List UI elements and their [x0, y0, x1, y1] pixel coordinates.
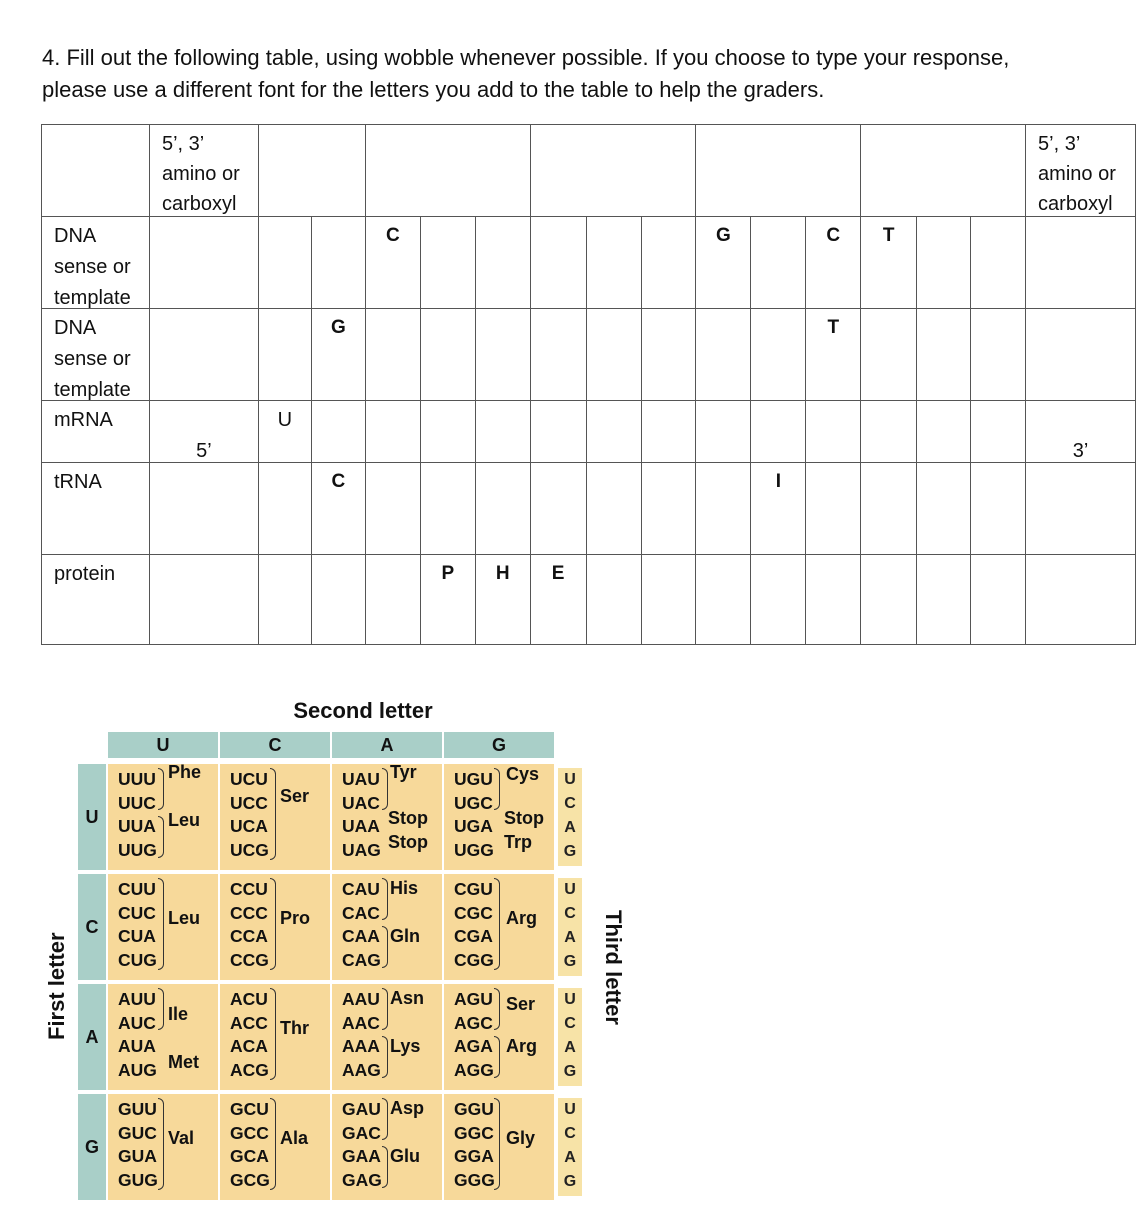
mrna-cell[interactable] [530, 401, 586, 463]
third-letter: U [564, 991, 576, 1008]
amino-acid-label: Glu [390, 1146, 420, 1166]
brace [270, 988, 276, 1080]
third-letters-block [558, 768, 582, 866]
dna1-cell[interactable] [696, 217, 751, 309]
codon-list: AUU AUC AUA AUG [118, 989, 157, 1080]
codon-block [332, 874, 442, 980]
dna2-cell[interactable] [475, 309, 530, 401]
trna-cell[interactable] [917, 463, 971, 555]
dna2-letter: T [827, 317, 840, 338]
trna-cell[interactable] [861, 463, 917, 555]
trna-cell[interactable] [311, 463, 365, 555]
dna1-end-cell[interactable] [1026, 217, 1136, 309]
protein-cell[interactable] [586, 555, 642, 645]
trna-letter: C [331, 471, 346, 492]
third-letter: C [564, 1015, 576, 1032]
third-letter: G [563, 1063, 577, 1080]
dna1-cell[interactable] [642, 217, 696, 309]
third-letters-block [558, 988, 582, 1086]
amino-acid-label: Pro [280, 908, 311, 928]
dna2-cell[interactable] [258, 309, 311, 401]
dna1-cell[interactable] [258, 217, 311, 309]
brace [382, 878, 388, 920]
third-letter: G [563, 953, 577, 970]
protein-end-cell[interactable] [1026, 555, 1136, 645]
dna2-cell[interactable] [806, 309, 861, 401]
mrna-row [42, 401, 1136, 463]
codon-block [220, 874, 330, 980]
mrna-3prime: 3’ [1072, 440, 1089, 462]
amino-acid-label: Met [168, 1052, 199, 1072]
codon-block [108, 1094, 218, 1200]
question-line-2: please use a different font for the letters you add to the table to help the graders. [42, 77, 825, 102]
amino-acid-label: Gln [390, 926, 420, 946]
row-label-dna-2: DNA sense or template [42, 309, 150, 401]
mrna-letter: U [277, 409, 293, 431]
header-cell[interactable] [258, 125, 365, 217]
third-letter: U [564, 881, 576, 898]
dna2-cell[interactable] [530, 309, 586, 401]
second-letter-g: G [444, 732, 554, 758]
brace [158, 768, 164, 810]
amino-acid-label: Cys [506, 764, 540, 784]
amino-acid-label: Stop [388, 832, 428, 852]
brace [158, 988, 164, 1030]
trna-cell[interactable] [586, 463, 642, 555]
amino-acid-label: Ser [280, 786, 310, 806]
codon-block [220, 764, 330, 870]
dna1-end-cell[interactable] [149, 217, 258, 309]
left-end-header[interactable] [149, 125, 258, 217]
amino-acid-label: His [390, 878, 419, 898]
dna1-letter: G [716, 225, 731, 246]
protein-cell[interactable] [258, 555, 311, 645]
mrna-end-cell[interactable] [149, 401, 258, 463]
dna1-cell[interactable] [530, 217, 586, 309]
codon-block [444, 984, 554, 1090]
corner-cell [42, 125, 150, 217]
mrna-cell[interactable] [586, 401, 642, 463]
protein-cell[interactable] [365, 555, 420, 645]
codon-list: GUU GUC GUA GUG [118, 1099, 158, 1190]
brace [494, 1036, 500, 1078]
second-letter-c: C [220, 732, 330, 758]
dna2-cell[interactable] [311, 309, 365, 401]
brace [382, 1098, 388, 1140]
dna1-cell[interactable] [751, 217, 806, 309]
protein-cell[interactable] [751, 555, 806, 645]
trna-cell[interactable] [696, 463, 751, 555]
trna-cell[interactable] [530, 463, 586, 555]
dna1-cell[interactable] [365, 217, 420, 309]
amino-acid-label: Gly [506, 1128, 536, 1148]
mrna-cell[interactable] [696, 401, 751, 463]
right-header-line-3: carboxyl [1038, 193, 1113, 215]
dna2-end-cell[interactable] [149, 309, 258, 401]
dna1-letter: C [386, 225, 400, 246]
dna1-letter: T [882, 225, 895, 246]
amino-acid-label: Leu [168, 908, 201, 928]
row-label-protein: protein [42, 555, 150, 645]
brace [270, 1098, 276, 1190]
dna1-cell[interactable] [971, 217, 1026, 309]
third-letter: A [564, 929, 576, 946]
trna-row [42, 463, 1136, 555]
dna2-cell[interactable] [971, 309, 1026, 401]
codon-list: ACU ACC ACA ACG [230, 989, 269, 1080]
amino-acid-label: Tyr [390, 762, 417, 782]
codon-list: GCU GCC GCA GCG [230, 1099, 270, 1190]
codon-block [108, 874, 218, 980]
question-line-1: 4. Fill out the following table, using wobble whenever possible. If you choose to type your response, [42, 45, 1010, 70]
second-letter-u: U [108, 732, 218, 758]
protein-site-p: P [441, 563, 455, 584]
third-letter: A [564, 1039, 576, 1056]
trna-cell[interactable] [751, 463, 806, 555]
codon-block [332, 764, 442, 870]
codon-list: GGU GGC GGA GGG [454, 1099, 495, 1190]
mrna-cell[interactable] [365, 401, 420, 463]
dna2-cell[interactable] [642, 309, 696, 401]
second-letter-a: A [332, 732, 442, 758]
row-label-trna: tRNA [42, 463, 150, 555]
protein-cell[interactable] [475, 555, 530, 645]
header-row [42, 125, 1136, 217]
codon-list: CUU CUC CUA CUG [118, 879, 157, 970]
mrna-cell[interactable] [420, 401, 475, 463]
dna2-cell[interactable] [696, 309, 751, 401]
mrna-cell[interactable] [751, 401, 806, 463]
third-letter: G [563, 1173, 577, 1190]
protein-end-cell[interactable] [149, 555, 258, 645]
second-letter-title: Second letter [293, 698, 433, 723]
trna-cell[interactable] [365, 463, 420, 555]
left-header-line-3: carboxyl [161, 193, 237, 215]
brace [158, 1098, 164, 1190]
brace [382, 1036, 388, 1078]
dna2-cell[interactable] [420, 309, 475, 401]
header-cell[interactable] [696, 125, 861, 217]
dna2-cell[interactable] [586, 309, 642, 401]
protein-site-h: H [495, 563, 510, 584]
protein-cell[interactable] [917, 555, 971, 645]
amino-acid-label: Thr [280, 1018, 309, 1038]
brace [158, 816, 164, 858]
dna1-cell[interactable] [917, 217, 971, 309]
protein-cell[interactable] [696, 555, 751, 645]
right-header-line-2: amino or [1038, 163, 1116, 185]
codon-block [332, 1094, 442, 1200]
protein-cell[interactable] [971, 555, 1026, 645]
amino-acid-label: Arg [506, 908, 537, 928]
amino-acid-label: Phe [168, 762, 202, 782]
brace [270, 768, 276, 860]
brace [158, 878, 164, 970]
first-letter-title: First letter [44, 932, 69, 1040]
left-header-line-2: amino or [161, 163, 240, 185]
brace [494, 1098, 500, 1190]
dna1-cell[interactable] [806, 217, 861, 309]
amino-acid-label: Trp [504, 832, 533, 852]
third-letter: A [564, 819, 576, 836]
amino-acid-label: Ser [506, 994, 536, 1014]
dna1-cell[interactable] [311, 217, 365, 309]
dna-row-1 [42, 217, 1136, 309]
codon-chart [44, 680, 638, 1200]
right-end-header[interactable] [1026, 125, 1136, 217]
brace [382, 988, 388, 1030]
first-letter-u: U [78, 764, 106, 870]
first-letter-g: G [78, 1094, 106, 1200]
trna-end-cell[interactable] [1026, 463, 1136, 555]
protein-cell[interactable] [420, 555, 475, 645]
dna2-cell[interactable] [751, 309, 806, 401]
question-text [42, 42, 1102, 106]
brace [382, 768, 388, 810]
amino-acid-label: Val [168, 1128, 195, 1148]
dna1-cell[interactable] [420, 217, 475, 309]
trna-cell[interactable] [806, 463, 861, 555]
mrna-cell[interactable] [971, 401, 1026, 463]
brace [494, 988, 500, 1030]
mrna-end-cell[interactable] [1026, 401, 1136, 463]
protein-cell[interactable] [530, 555, 586, 645]
codon-list: UUU UUC UUA UUG [118, 769, 157, 860]
amino-acid-label: Lys [390, 1036, 421, 1056]
codon-block [444, 1094, 554, 1200]
brace [494, 768, 500, 810]
codon-list: UCU UCC UCA UCG [230, 769, 269, 860]
codon-block [220, 1094, 330, 1200]
trna-cell[interactable] [420, 463, 475, 555]
mrna-cell[interactable] [806, 401, 861, 463]
mrna-5prime: 5’ [196, 440, 212, 462]
mrna-cell[interactable] [258, 401, 311, 463]
protein-cell[interactable] [861, 555, 917, 645]
codon-list: CAU CAC CAA CAG [342, 879, 381, 970]
trna-cell[interactable] [642, 463, 696, 555]
codon-list: CGU CGC CGA CGG [454, 879, 494, 970]
amino-acid-label: Asn [390, 988, 425, 1008]
protein-cell[interactable] [311, 555, 365, 645]
header-cell[interactable] [861, 125, 1026, 217]
third-letter-title: Third letter [601, 910, 626, 1025]
protein-cell[interactable] [806, 555, 861, 645]
codon-list: UAU UAC UAA UAG [342, 769, 381, 860]
dna2-cell[interactable] [861, 309, 917, 401]
amino-acid-label: Asp [390, 1098, 425, 1118]
mrna-cell[interactable] [311, 401, 365, 463]
trna-cell[interactable] [971, 463, 1026, 555]
third-letter: C [564, 795, 576, 812]
trna-letter: I [775, 471, 781, 492]
codon-block [108, 764, 218, 870]
dna2-letter: G [331, 317, 346, 338]
dna-row-2 [42, 309, 1136, 401]
dna1-letter: C [826, 225, 841, 246]
codon-block [444, 874, 554, 980]
codon-list: CCU CCC CCA CCG [230, 879, 269, 970]
mrna-cell[interactable] [861, 401, 917, 463]
header-cell[interactable] [530, 125, 696, 217]
header-cell[interactable] [365, 125, 530, 217]
dna2-cell[interactable] [365, 309, 420, 401]
amino-acid-label: Ile [168, 1004, 189, 1024]
third-letters-block [558, 878, 582, 976]
dna1-cell[interactable] [475, 217, 530, 309]
third-letter: G [563, 843, 577, 860]
trna-end-cell[interactable] [149, 463, 258, 555]
right-header-line-1: 5’, 3’ [1038, 133, 1081, 155]
trna-cell[interactable] [475, 463, 530, 555]
first-letter-c: C [78, 874, 106, 980]
first-letter-a: A [78, 984, 106, 1090]
codon-block [444, 764, 554, 870]
third-letter: C [564, 905, 576, 922]
third-letter: A [564, 1149, 576, 1166]
worksheet-table [41, 124, 1136, 645]
protein-row [42, 555, 1136, 645]
brace [494, 878, 500, 970]
third-letter: U [564, 771, 576, 788]
brace [270, 878, 276, 970]
brace [382, 926, 388, 968]
protein-site-e: E [551, 563, 565, 584]
mrna-cell[interactable] [475, 401, 530, 463]
amino-acid-label: Stop [504, 808, 544, 828]
third-letter: U [564, 1101, 576, 1118]
third-letters-block [558, 1098, 582, 1196]
trna-cell[interactable] [258, 463, 311, 555]
third-letter: C [564, 1125, 576, 1142]
brace [382, 1146, 388, 1188]
mrna-cell[interactable] [917, 401, 971, 463]
codon-list: AAU AAC AAA AAG [342, 989, 381, 1080]
amino-acid-label: Stop [388, 808, 428, 828]
dna1-cell[interactable] [861, 217, 917, 309]
amino-acid-label: Arg [506, 1036, 537, 1056]
row-label-dna-1: DNA sense or template [42, 217, 150, 309]
codon-list: UGU UGC UGA UGG [454, 769, 494, 860]
codon-block [332, 984, 442, 1090]
dna2-cell[interactable] [917, 309, 971, 401]
row-label-mrna: mRNA [42, 401, 150, 463]
left-header-line-1: 5’, 3’ [161, 133, 205, 155]
codon-list: AGU AGC AGA AGG [454, 989, 494, 1080]
protein-cell[interactable] [642, 555, 696, 645]
codon-block [108, 984, 218, 1090]
mrna-cell[interactable] [642, 401, 696, 463]
codon-block [220, 984, 330, 1090]
dna1-cell[interactable] [586, 217, 642, 309]
codon-list: GAU GAC GAA GAG [342, 1099, 382, 1190]
amino-acid-label: Ala [280, 1128, 309, 1148]
dna2-end-cell[interactable] [1026, 309, 1136, 401]
amino-acid-label: Leu [168, 810, 201, 830]
